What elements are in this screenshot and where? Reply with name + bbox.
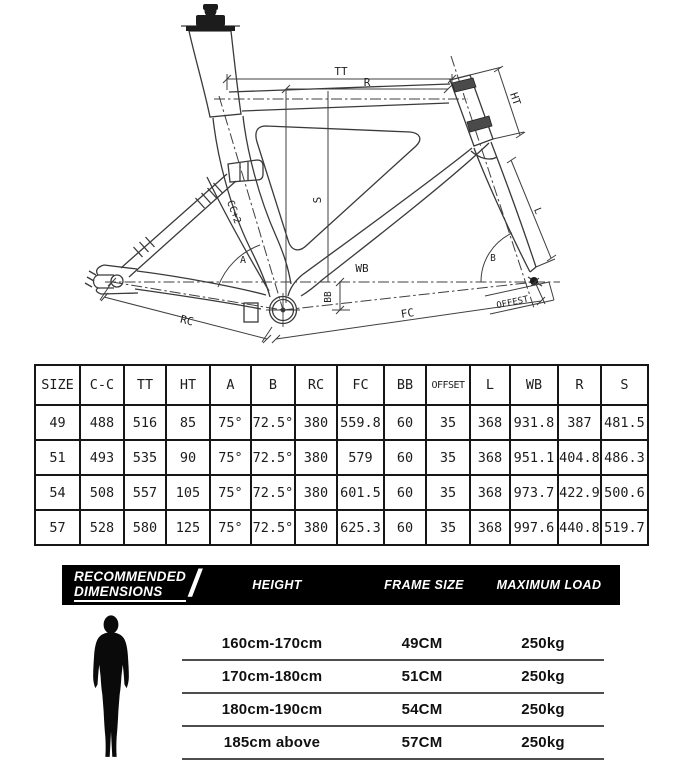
geo-cell: 72.5°	[251, 510, 295, 545]
geo-cell: 380	[295, 475, 337, 510]
geo-cell: 35	[426, 440, 470, 475]
geo-cell: 60	[384, 405, 426, 440]
list-item	[182, 727, 604, 760]
geo-col-header: A	[210, 365, 251, 405]
geo-cell: 579	[337, 440, 384, 475]
geo-cell: 60	[384, 440, 426, 475]
geo-cell: 75°	[210, 510, 251, 545]
geo-cell: 35	[426, 475, 470, 510]
frame-size: 51CM	[401, 668, 443, 685]
dim-label-fc: FC	[399, 306, 416, 321]
maximum-load-column-header: MAXIMUM LOAD	[496, 578, 602, 592]
frame-size: 49CM	[401, 635, 443, 652]
geo-cell: 528	[80, 510, 124, 545]
geo-col-header: C-C	[80, 365, 124, 405]
geo-cell: 57	[35, 510, 80, 545]
geometry-header-row	[35, 365, 648, 405]
height-column-header: HEIGHT	[252, 578, 302, 592]
dim-label-rc: RC	[178, 312, 195, 329]
geo-cell: 422.9	[558, 475, 601, 510]
geo-col-header: WB	[510, 365, 558, 405]
geo-cell: 105	[166, 475, 210, 510]
dim-label-r: R	[363, 76, 371, 89]
geo-cell: 49	[35, 405, 80, 440]
max-load: 250kg	[521, 701, 565, 718]
geo-cell: 90	[166, 440, 210, 475]
geo-cell: 486.3	[601, 440, 648, 475]
height-range: 160cm-170cm	[221, 635, 323, 652]
geo-col-header: R	[558, 365, 601, 405]
list-item	[182, 694, 604, 727]
height-range: 180cm-190cm	[221, 701, 323, 718]
list-item	[182, 628, 604, 661]
geo-cell: 72.5°	[251, 405, 295, 440]
geo-cell: 951.1	[510, 440, 558, 475]
max-load: 250kg	[521, 668, 565, 685]
size-chart-title-line1: RECOMMENDED	[74, 569, 187, 584]
geometry-table	[34, 364, 649, 546]
human-silhouette-icon	[84, 615, 138, 763]
geo-cell: 625.3	[337, 510, 384, 545]
geo-cell: 559.8	[337, 405, 384, 440]
size-chart-title-line2: DIMENSIONS	[74, 584, 163, 599]
dim-label-s: S	[311, 196, 324, 204]
geo-col-header: HT	[166, 365, 210, 405]
geo-cell: 488	[80, 405, 124, 440]
geo-cell: 519.7	[601, 510, 648, 545]
geo-cell: 54	[35, 475, 80, 510]
geo-cell: 380	[295, 405, 337, 440]
geo-cell: 51	[35, 440, 80, 475]
dim-label-offset: OFFEST	[495, 294, 530, 312]
slash-divider: /	[189, 563, 200, 605]
geo-col-header: B	[251, 365, 295, 405]
frame-size: 54CM	[401, 701, 443, 718]
geo-cell: 72.5°	[251, 475, 295, 510]
geo-cell: 601.5	[337, 475, 384, 510]
frame-size: 57CM	[401, 734, 443, 751]
geo-cell: 75°	[210, 475, 251, 510]
dim-label-bb: BB	[323, 291, 334, 303]
geo-cell: 35	[426, 510, 470, 545]
geo-cell: 404.8	[558, 440, 601, 475]
geo-cell: 973.7	[510, 475, 558, 510]
bike-frame-drawing	[0, 0, 680, 362]
front-dropout	[530, 277, 538, 285]
height-range: 170cm-180cm	[221, 668, 323, 685]
geo-cell: 516	[124, 405, 166, 440]
geo-col-header: OFFSET	[426, 365, 470, 405]
dim-label-cc2: CC+2	[224, 198, 243, 226]
geo-cell: 493	[80, 440, 124, 475]
geo-cell: 72.5°	[251, 440, 295, 475]
geo-cell: 535	[124, 440, 166, 475]
list-item	[182, 661, 604, 694]
geo-cell: 60	[384, 510, 426, 545]
geo-cell: 368	[470, 475, 510, 510]
geo-cell: 508	[80, 475, 124, 510]
geo-cell: 368	[470, 510, 510, 545]
geo-cell: 380	[295, 510, 337, 545]
geo-cell: 500.6	[601, 475, 648, 510]
max-load: 250kg	[521, 734, 565, 751]
geo-col-header: RC	[295, 365, 337, 405]
geo-cell: 440.8	[558, 510, 601, 545]
geo-cell: 60	[384, 475, 426, 510]
geo-cell: 75°	[210, 440, 251, 475]
size-chart-rows	[182, 628, 604, 760]
geo-col-header: S	[601, 365, 648, 405]
table-row	[35, 440, 648, 475]
geo-cell: 557	[124, 475, 166, 510]
size-chart-title	[74, 569, 186, 602]
dim-label-tt: TT	[334, 65, 348, 78]
geo-cell: 368	[470, 440, 510, 475]
geo-col-header: SIZE	[35, 365, 80, 405]
dim-label-ht: HT	[507, 91, 523, 107]
dim-label-angle-b: B	[490, 253, 496, 264]
geo-cell: 380	[295, 440, 337, 475]
geo-cell: 85	[166, 405, 210, 440]
geo-cell: 387	[558, 405, 601, 440]
geo-col-header: TT	[124, 365, 166, 405]
geo-cell: 580	[124, 510, 166, 545]
geo-cell: 125	[166, 510, 210, 545]
geo-cell: 481.5	[601, 405, 648, 440]
height-range: 185cm above	[223, 734, 321, 751]
dim-label-wb: WB	[355, 262, 369, 275]
table-row	[35, 405, 648, 440]
frame-size-column-header: FRAME SIZE	[384, 578, 464, 592]
saddle-clamp	[186, 4, 235, 31]
dim-label-l: L	[531, 206, 544, 216]
geo-col-header: L	[470, 365, 510, 405]
geo-cell: 997.6	[510, 510, 558, 545]
geo-col-header: FC	[337, 365, 384, 405]
geo-cell: 75°	[210, 405, 251, 440]
table-row	[35, 510, 648, 545]
geo-cell: 368	[470, 405, 510, 440]
geo-cell: 931.8	[510, 405, 558, 440]
max-load: 250kg	[521, 635, 565, 652]
size-chart-header-bar	[62, 565, 620, 605]
geo-cell: 35	[426, 405, 470, 440]
dim-label-angle-a: A	[239, 255, 247, 266]
table-row	[35, 475, 648, 510]
geo-col-header: BB	[384, 365, 426, 405]
